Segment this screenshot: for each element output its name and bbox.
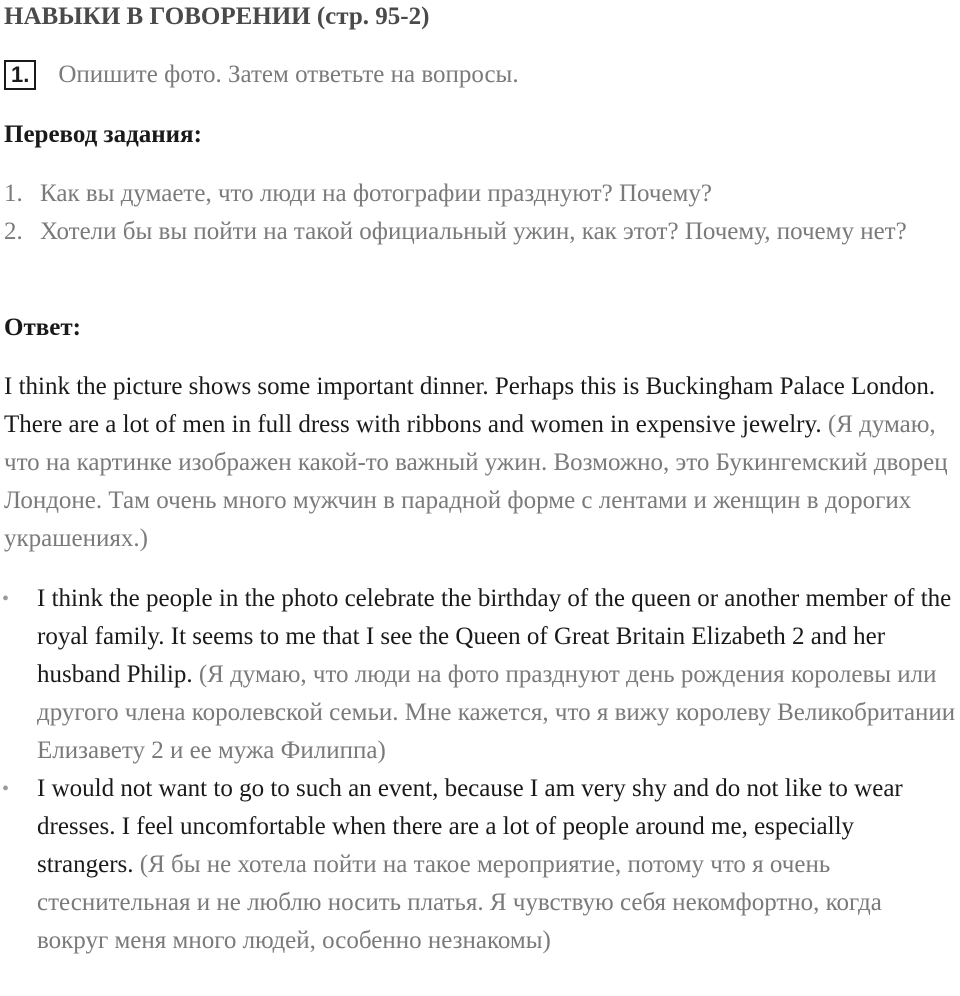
answer-intro-russian: (Я думаю, что на картинке изображен какой-то важный ужин. Возможно, это Букингемский дворец Лондоне. Там очень много мужчин в парадной форме с лентами и женщин в дорогих украшениях.) [4,411,948,552]
question-text: Как вы думаете, что люди на фотографии празднуют? Почему? [40,180,712,207]
question-item [4,175,956,213]
answer-intro-paragraph [4,368,956,558]
answer-english: I think the people in the photo celebrate the birthday of the queen or another member of the royal family. It seems to me that I see the Queen of Great Britain Elizabeth 2 and her husband Philip. [37,585,952,688]
answer-bullet-list [4,580,956,960]
translation-heading: Перевод задания: [4,121,202,148]
answer-bullet-item [4,580,956,770]
question-item [4,213,956,251]
answer-russian: (Я бы не хотела пойти на такое мероприятие, потому что я очень стеснительная и не люблю носить платья. Я чувствую себя некомфортно, когда вокруг меня много людей, особенно незнакомы) [37,851,882,954]
bullet-marker: • [2,778,10,800]
task-instruction: Опишите фото. Затем ответьте на вопросы. [58,61,519,88]
answer-russian: (Я думаю, что люди на фото празднуют день рождения королевы или другого члена королевской семьи. Мне кажется, что я вижу королеву Великобритании Елизавету 2 и ее мужа Филиппа) [37,661,956,764]
answer-bullet-item [4,770,956,960]
task-number-box: 1. [4,60,36,90]
question-list [4,175,956,251]
question-number: 2. [4,218,23,245]
task-row [4,58,519,92]
answer-heading: Ответ: [4,314,81,341]
bullet-marker: • [2,588,10,610]
section-heading: НАВЫКИ В ГОВОРЕНИИ (стр. 95-2) [4,3,430,30]
answer-english: I would not want to go to such an event, because I am very shy and do not like to wear dresses. I feel uncomfortable when there are a lot of people around me, especially strangers. [37,775,903,878]
question-number: 1. [4,180,23,207]
question-text: Хотели бы вы пойти на такой официальный ужин, как этот? Почему, почему нет? [40,218,907,245]
answer-intro-english: I think the picture shows some important dinner. Perhaps this is Buckingham Palace London. There are a lot of men in full dress with ribbons and women in expensive jewelry. [4,373,936,438]
